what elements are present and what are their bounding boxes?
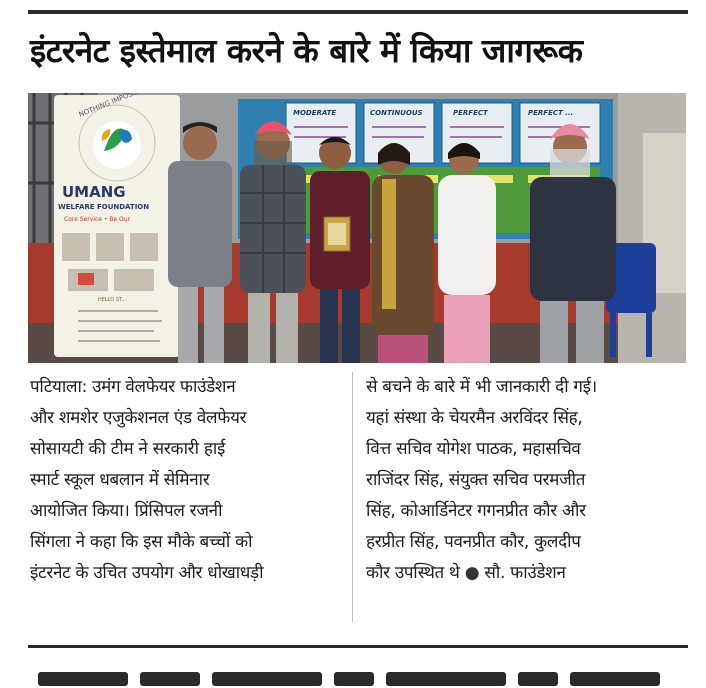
umang-banner [54,93,180,357]
article-line: वित्त सचिव योगेश पाठक, महासचिव [366,439,581,459]
board-header-1: MODERATE [293,109,337,117]
article-line: यहां संस्था के चेयरमैन अरविंदर सिंह, [366,408,583,428]
headline: इंटरनेट इस्तेमाल करने के बारे में किया जागरूक [30,31,583,70]
article-column-left [30,372,348,589]
article-line-text: कौर उपस्थित थे [366,563,460,583]
banner-org-short: UMANG [62,183,126,201]
banner-tagline: Core Service • Be Our [64,216,131,223]
article-line-last [366,558,688,589]
article-line: आयोजित किया। प्रिंसिपल रजनी [30,501,223,521]
top-rule [28,10,688,14]
photo-credit: सौ. फाउंडेशन [484,563,566,583]
article-line: इंटरनेट के उचित उपयोग और धोखाधड़ी [30,563,264,583]
article-line: हरप्रीत सिंह, पवनप्रीत कौर, कुलदीप [366,532,581,552]
article-line: पटियाला: उमंग वेलफेयर फाउंडेशन [30,377,236,397]
article-line: राजिंदर सिंह, संयुक्त सचिव परमजीत [366,470,586,490]
board-header-3: PERFECT [453,109,488,117]
article-column-right [366,372,688,589]
article-line: सोसायटी की टीम ने सरकारी हाई [30,439,226,459]
bottom-rule [28,645,688,648]
banner-org-full: WELFARE FOUNDATION [58,203,150,211]
article-line: स्मार्ट स्कूल धबलान में सेमिनार [30,470,210,490]
article-line: सिंह, कोआर्डिनेटर गगनप्रीत कौर और [366,501,586,521]
board-header-4: PERFECT ... [528,109,574,117]
board-header-2: CONTINUOUS [370,109,423,117]
banner-footer-text: HELLO ST... [98,297,127,303]
article-line: से बचने के बारे में भी जानकारी दी गई। [366,377,597,397]
bullet-icon: ● [464,563,480,583]
column-divider [352,372,353,622]
news-photo [28,93,686,363]
article-line: सिंगला ने कहा कि इस मौके बच्चों को [30,532,253,552]
next-headline-cutoff [30,658,670,688]
article-line: और शमशेर एजुकेशनल एंड वेलफेयर [30,408,247,428]
